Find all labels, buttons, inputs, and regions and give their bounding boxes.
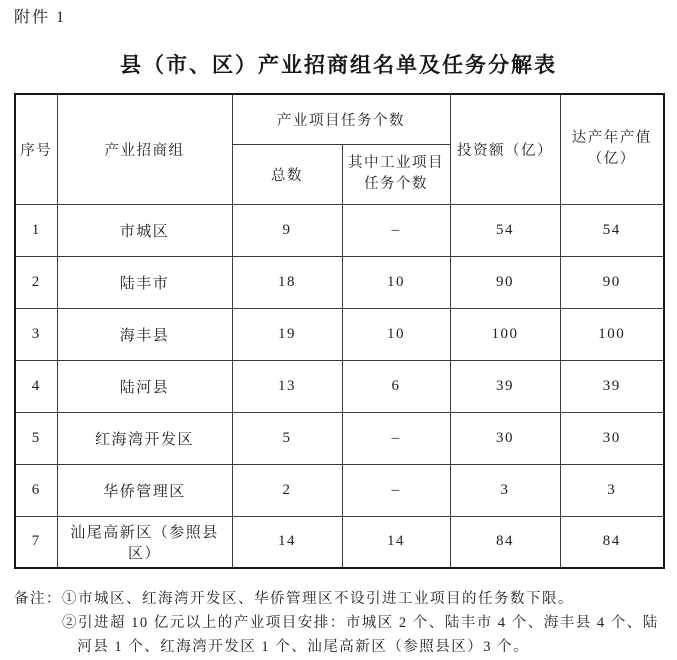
- cell-total: 5: [232, 412, 342, 464]
- cell-investment: 84: [450, 516, 560, 568]
- col-header-output-line1: 达产年产值: [571, 130, 652, 147]
- cell-output: 84: [560, 516, 664, 568]
- table-row: [15, 464, 664, 516]
- col-header-tasks-industrial-line1: 其中工业项目: [348, 155, 444, 171]
- cell-total: 19: [232, 308, 342, 360]
- page-title: 县（市、区）产业招商组名单及任务分解表: [120, 54, 557, 77]
- table-row: [15, 516, 664, 568]
- cell-output: 3: [560, 464, 664, 516]
- col-header-output: [560, 94, 664, 204]
- cell-index: 3: [15, 308, 57, 360]
- col-header-investment: 投资额（亿）: [450, 94, 560, 204]
- cell-output: 100: [560, 308, 664, 360]
- cell-investment: 30: [450, 412, 560, 464]
- table-row: [15, 412, 664, 464]
- col-header-tasks-industrial-line2: 任务个数: [364, 176, 428, 192]
- table-row: [15, 308, 664, 360]
- cell-group: 海丰县: [57, 308, 232, 360]
- notes-body: [62, 587, 663, 659]
- col-header-tasks-group: 产业项目任务个数: [232, 94, 450, 144]
- cell-index: 4: [15, 360, 57, 412]
- cell-output: 90: [560, 256, 664, 308]
- cell-industrial: 14: [342, 516, 450, 568]
- cell-output: 30: [560, 412, 664, 464]
- table-row: [15, 256, 664, 308]
- cell-industrial: –: [342, 412, 450, 464]
- col-header-tasks-total: 总数: [232, 144, 342, 204]
- cell-total: 13: [232, 360, 342, 412]
- cell-output: 39: [560, 360, 664, 412]
- cell-industrial: 6: [342, 360, 450, 412]
- attachment-label: 附件 1: [14, 9, 67, 26]
- cell-index: 1: [15, 204, 57, 256]
- cell-total: 18: [232, 256, 342, 308]
- task-breakdown-table: [14, 93, 665, 569]
- note-item-2: ②引进超 10 亿元以上的产业项目安排：市城区 2 个、陆丰市 4 个、海丰县 4 个、陆河县 1 个、红海湾开发区 1 个、汕尾高新区（参照县区）3 个。: [62, 615, 659, 655]
- cell-industrial: –: [342, 204, 450, 256]
- table-row: [15, 204, 664, 256]
- cell-group: 陆丰市: [57, 256, 232, 308]
- cell-industrial: 10: [342, 308, 450, 360]
- cell-index: 2: [15, 256, 57, 308]
- cell-investment: 90: [450, 256, 560, 308]
- cell-group: 红海湾开发区: [57, 412, 232, 464]
- cell-investment: 3: [450, 464, 560, 516]
- col-header-output-line2: （亿）: [587, 151, 636, 168]
- cell-investment: 100: [450, 308, 560, 360]
- cell-group: 汕尾高新区（参照县区）: [57, 516, 232, 568]
- cell-investment: 39: [450, 360, 560, 412]
- col-header-index: 序号: [15, 94, 57, 204]
- cell-index: 7: [15, 516, 57, 568]
- col-header-tasks-industrial: [342, 144, 450, 204]
- col-header-group: 产业招商组: [57, 94, 232, 204]
- cell-total: 2: [232, 464, 342, 516]
- cell-total: 9: [232, 204, 342, 256]
- cell-group: 市城区: [57, 204, 232, 256]
- table-row: [15, 360, 664, 412]
- note-item-1: ①市城区、红海湾开发区、华侨管理区不设引进工业项目的任务数下限。: [62, 591, 574, 607]
- cell-output: 54: [560, 204, 664, 256]
- cell-industrial: 10: [342, 256, 450, 308]
- cell-group: 华侨管理区: [57, 464, 232, 516]
- cell-index: 6: [15, 464, 57, 516]
- notes-label: 备注：: [14, 591, 62, 607]
- cell-investment: 54: [450, 204, 560, 256]
- cell-group: 陆河县: [57, 360, 232, 412]
- cell-index: 5: [15, 412, 57, 464]
- notes-section: [14, 587, 663, 659]
- cell-industrial: –: [342, 464, 450, 516]
- cell-total: 14: [232, 516, 342, 568]
